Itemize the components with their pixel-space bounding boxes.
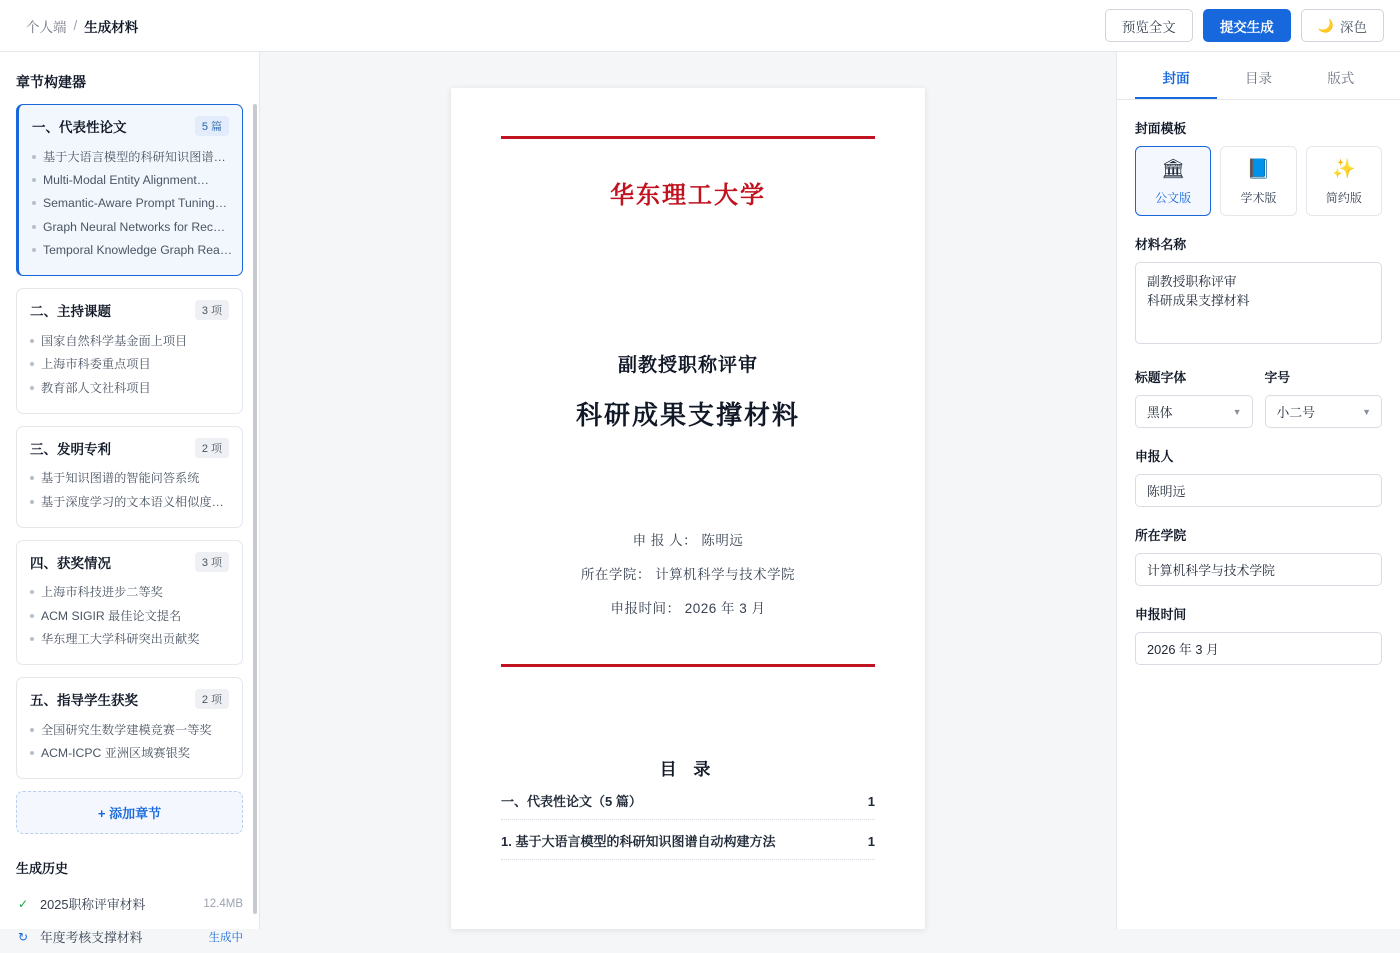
theme-toggle-button[interactable] bbox=[1301, 9, 1384, 42]
bullet-icon bbox=[30, 339, 34, 343]
list-item-label: Multi-Modal Entity Alignment… bbox=[43, 172, 209, 187]
list-item-label: ACM SIGIR 最佳论文提名 bbox=[41, 608, 182, 623]
toc-row[interactable] bbox=[501, 820, 875, 860]
font-size-label: 字号 bbox=[1264, 370, 1291, 385]
template-option-label: 公文版 bbox=[1155, 191, 1192, 205]
bullet-icon bbox=[32, 248, 36, 252]
list-item[interactable] bbox=[30, 604, 229, 627]
toc-entry-page: 1 bbox=[867, 834, 875, 849]
chapter-header bbox=[30, 689, 229, 709]
bullet-icon bbox=[30, 362, 34, 366]
history-item[interactable] bbox=[16, 920, 243, 953]
applicant-input[interactable] bbox=[1135, 474, 1382, 507]
bullet-icon bbox=[30, 476, 34, 480]
bullet-icon bbox=[32, 178, 36, 182]
bullet-icon bbox=[30, 614, 34, 618]
bullet-icon bbox=[30, 637, 34, 641]
tab-toc[interactable]: 目录 bbox=[1244, 71, 1272, 86]
list-item-label: 国家自然科学基金面上项目 bbox=[41, 333, 188, 348]
list-item-label: 上海市科委重点项目 bbox=[41, 357, 151, 372]
list-item[interactable] bbox=[30, 581, 229, 604]
list-item-label: Semantic-Aware Prompt Tuning… bbox=[43, 196, 228, 211]
main-layout bbox=[0, 52, 1400, 946]
apply-time-label: 申报时间 bbox=[1135, 607, 1187, 622]
list-item-label: 基于知识图谱的智能问答系统 bbox=[41, 471, 200, 486]
submit-generate-button[interactable]: 提交生成 bbox=[1203, 9, 1291, 42]
sidebar-title: 章节构建器 bbox=[16, 74, 86, 90]
chapter-count-badge: 2 项 bbox=[195, 689, 229, 709]
breadcrumb-separator: / bbox=[73, 18, 78, 33]
list-item-label: 全国研究生数学建模竞赛一等奖 bbox=[41, 722, 212, 737]
list-item-label: 基于大语言模型的科研知识图谱… bbox=[43, 149, 226, 164]
breadcrumb bbox=[26, 16, 138, 36]
add-chapter-button[interactable]: + 添加章节 bbox=[16, 791, 243, 834]
chapter-count-badge: 5 篇 bbox=[195, 116, 229, 136]
chapter-header bbox=[30, 300, 229, 320]
bottom-rule-divider bbox=[501, 664, 875, 667]
bullet-icon bbox=[32, 225, 36, 229]
document-page bbox=[451, 88, 925, 929]
chapter-name: 三、发明专利 bbox=[30, 441, 111, 457]
font-settings-row bbox=[1135, 349, 1382, 428]
list-item[interactable] bbox=[30, 742, 229, 765]
college-line: 所在学院： 计算机科学与技术学院 bbox=[580, 567, 796, 582]
list-item-label: 基于深度学习的文本语义相似度… bbox=[41, 494, 224, 509]
college-label: 所在学院 bbox=[1135, 528, 1187, 543]
toc-entry-page: 1 bbox=[867, 794, 875, 809]
list-item-label: Temporal Knowledge Graph Rea… bbox=[43, 243, 233, 258]
university-name: 华东理工大学 bbox=[610, 182, 766, 209]
list-item-label: 上海市科技进步二等奖 bbox=[41, 585, 163, 600]
list-item[interactable] bbox=[32, 215, 229, 238]
bullet-icon bbox=[30, 500, 34, 504]
document-title: 科研成果支撑材料 bbox=[575, 400, 800, 430]
spinner-icon: ↻ bbox=[17, 929, 29, 944]
list-item-label: Graph Neural Networks for Rec… bbox=[43, 219, 226, 234]
list-item[interactable] bbox=[32, 145, 229, 168]
document-preview-canvas bbox=[260, 52, 1116, 929]
cover-template-options bbox=[1135, 146, 1382, 216]
apply-time-line: 申报时间： 2026 年 3 月 bbox=[610, 601, 766, 616]
chapter-card[interactable] bbox=[16, 677, 243, 779]
tab-layout[interactable]: 版式 bbox=[1327, 71, 1355, 86]
chapter-count-badge: 3 项 bbox=[195, 300, 229, 320]
college-input[interactable] bbox=[1135, 553, 1382, 586]
bullet-icon bbox=[30, 386, 34, 390]
template-option-label: 学术版 bbox=[1240, 191, 1277, 205]
chapter-card[interactable] bbox=[16, 540, 243, 665]
title-font-value: 黑体 bbox=[1147, 405, 1173, 420]
preview-full-button[interactable]: 预览全文 bbox=[1105, 9, 1193, 42]
bullet-icon bbox=[32, 201, 36, 205]
chapter-header bbox=[32, 116, 229, 136]
list-item[interactable] bbox=[30, 353, 229, 376]
chapter-name: 二、主持课题 bbox=[30, 304, 111, 320]
applicant-line: 申 报 人： 陈明远 bbox=[632, 533, 744, 548]
list-item-label: ACM-ICPC 亚洲区域赛银奖 bbox=[41, 746, 190, 761]
list-item[interactable] bbox=[32, 239, 233, 262]
document-meta-block bbox=[501, 522, 875, 624]
chapter-count-badge: 2 项 bbox=[195, 438, 229, 458]
list-item[interactable] bbox=[32, 168, 229, 191]
chapter-count-badge: 3 项 bbox=[195, 552, 229, 572]
chapter-name: 一、代表性论文 bbox=[32, 120, 127, 135]
bullet-icon bbox=[30, 590, 34, 594]
generation-history-title: 生成历史 bbox=[16, 861, 69, 877]
list-item-label: 华东理工大学科研突出贡献奖 bbox=[41, 632, 200, 647]
theme-toggle-label: 深色 bbox=[1340, 19, 1367, 35]
chapter-card[interactable] bbox=[16, 288, 243, 413]
cover-settings-panel bbox=[1116, 52, 1400, 929]
history-item[interactable] bbox=[16, 887, 243, 920]
toc-row[interactable] bbox=[501, 780, 875, 820]
list-item[interactable] bbox=[30, 329, 229, 352]
chapter-card[interactable] bbox=[16, 426, 243, 528]
list-item[interactable] bbox=[30, 376, 229, 399]
bullet-icon bbox=[30, 728, 34, 732]
moon-icon: 🌙 bbox=[1317, 17, 1334, 33]
top-bar-actions bbox=[1105, 9, 1384, 42]
check-icon: ✓ bbox=[17, 896, 29, 911]
material-name-input[interactable] bbox=[1135, 262, 1382, 344]
list-item-label: 教育部人文社科项目 bbox=[41, 380, 151, 395]
tab-cover[interactable]: 封面 bbox=[1135, 52, 1217, 99]
font-size-select[interactable] bbox=[1265, 395, 1383, 428]
top-rule-divider bbox=[501, 136, 875, 139]
history-item-name: 年度考核支撑材料 bbox=[40, 930, 143, 946]
toc-title: 目 录 bbox=[659, 760, 717, 779]
history-item-name: 2025职称评审材料 bbox=[40, 897, 146, 913]
list-item[interactable] bbox=[32, 192, 229, 215]
template-option-xueshu[interactable] bbox=[1220, 146, 1296, 216]
document-subtitle: 副教授职称评审 bbox=[617, 355, 758, 376]
sparkle-icon: ✨ bbox=[1331, 159, 1356, 180]
title-font-label: 标题字体 bbox=[1135, 370, 1187, 385]
chapter-header bbox=[30, 438, 229, 458]
title-font-select[interactable] bbox=[1135, 395, 1253, 428]
breadcrumb-current: 生成材料 bbox=[84, 19, 139, 35]
book-icon: 📘 bbox=[1246, 159, 1271, 180]
material-name-label: 材料名称 bbox=[1135, 237, 1187, 252]
cover-template-label: 封面模板 bbox=[1135, 121, 1187, 136]
font-size-value: 小二号 bbox=[1276, 405, 1315, 420]
chapter-builder-sidebar bbox=[0, 52, 260, 946]
sidebar-scrollbar[interactable] bbox=[253, 104, 257, 914]
panel-tabs bbox=[1117, 52, 1400, 100]
chevron-down-icon: ▼ bbox=[1232, 406, 1242, 417]
chapter-name: 五、指导学生获奖 bbox=[30, 693, 138, 709]
chapter-name: 四、获奖情况 bbox=[30, 555, 111, 571]
classic-building-icon: 🏛 bbox=[1161, 159, 1186, 180]
list-item[interactable] bbox=[30, 718, 229, 741]
template-option-jianyue[interactable] bbox=[1306, 146, 1382, 216]
list-item[interactable] bbox=[30, 490, 229, 513]
history-item-status: 生成中 bbox=[208, 931, 243, 944]
history-item-size: 12.4MB bbox=[203, 897, 243, 910]
template-option-label: 简约版 bbox=[1325, 191, 1362, 205]
applicant-label: 申报人 bbox=[1135, 449, 1174, 464]
bullet-icon bbox=[32, 155, 36, 159]
apply-time-input[interactable] bbox=[1135, 632, 1382, 665]
top-bar bbox=[0, 0, 1400, 52]
list-item[interactable] bbox=[30, 628, 229, 651]
chapter-header bbox=[30, 552, 229, 572]
chevron-down-icon: ▼ bbox=[1362, 406, 1371, 417]
breadcrumb-root[interactable]: 个人端 bbox=[26, 19, 67, 35]
bullet-icon bbox=[30, 751, 34, 755]
list-item[interactable] bbox=[30, 467, 229, 490]
chapter-card[interactable] bbox=[16, 104, 243, 276]
toc-entry-label: 一、代表性论文（5 篇） bbox=[501, 794, 642, 809]
toc-entry-label: 1. 基于大语言模型的科研知识图谱自动构建方法 bbox=[501, 834, 776, 849]
template-option-gongwen[interactable] bbox=[1135, 146, 1211, 216]
